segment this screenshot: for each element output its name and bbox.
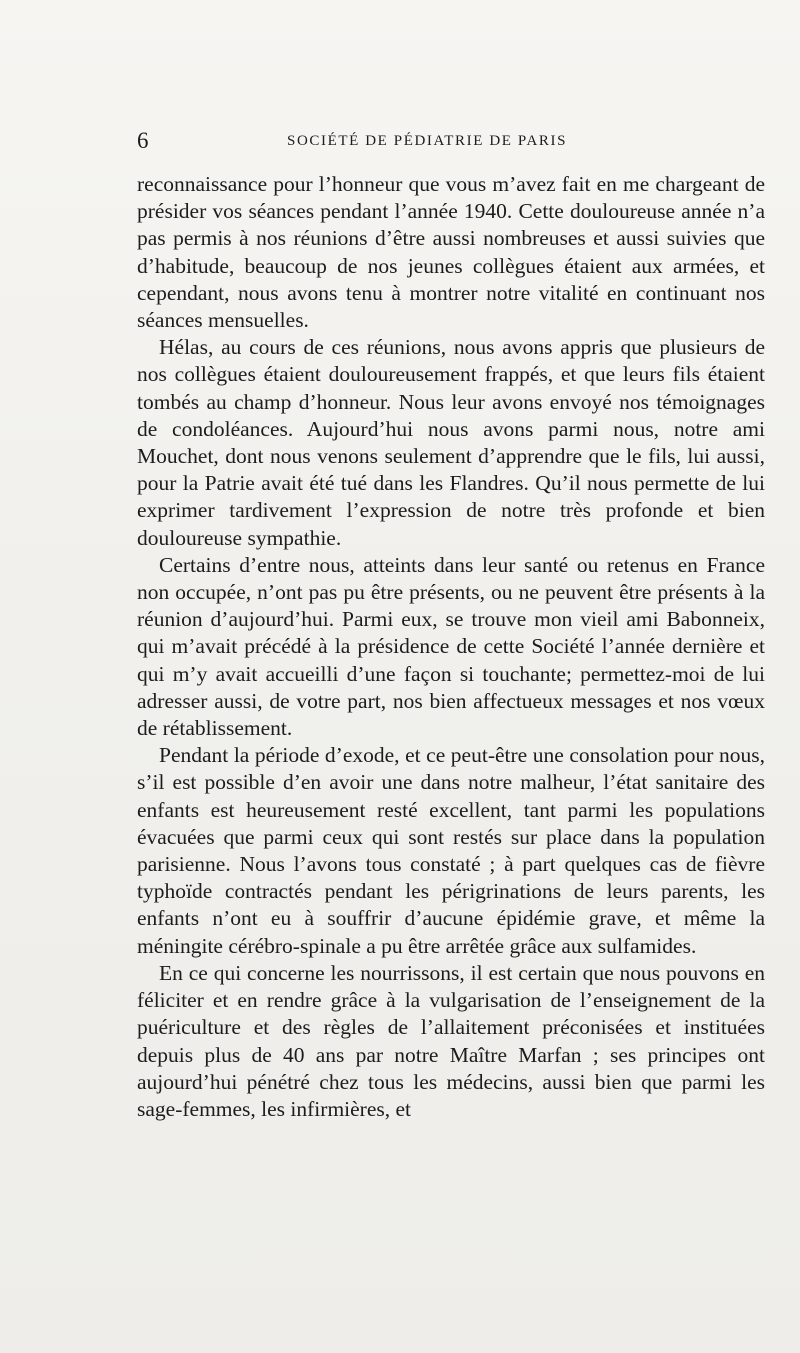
paragraph: Certains d’entre nous, atteints dans leur santé ou retenus en France non occupée, n’ont pas pu être présents, ou ne peuvent être présents à la réunion d’aujourd’hui. Parmi eux, se trouve mon vieil ami Babonneix, qui m’avait précédé à la présidence de cette Société l’année dernière et qui m’y avait accueilli d’une façon si touchante; permettez-moi de lui adresser aussi, de votre part, nos bien affectueux messages et nos vœux de rétablissement. [137,552,765,741]
page-number: 6 [137,128,149,153]
paragraph: Hélas, au cours de ces réunions, nous avons appris que plusieurs de nos collègues étaient douloureusement frappés, et que leurs fils étaient tombés au champ d’honneur. Nous leur avons envoyé nos témoignages de condoléances. Aujourd’hui nous avons parmi nous, notre ami Mouchet, dont nous venons seulement d’apprendre que le fils, lui aussi, pour la Patrie avait été tué dans les Flandres. Qu’il nous permette de lui exprimer tardivement l’expression de notre très profonde et bien douloureuse sympathie. [137,335,765,550]
paragraph: Pendant la période d’exode, et ce peut-être une consolation pour nous, s’il est possible d’en avoir une dans notre malheur, l’état sanitaire des enfants est heureusement resté excellent, tant parmi les populations évacuées que parmi ceux qui sont restés sur place dans la population parisienne. Nous l’avons tous constaté ; à part quelques cas de fièvre typhoïde contractés pendant les périgrinations de leurs parents, les enfants n’ont eu à souffrir d’aucune épidémie grave, et même la méningite cérébro-spinale a pu être arrêtée grâce aux sulfamides. [137,743,765,958]
body-text [137,171,765,1123]
page-header [137,126,767,156]
running-head: SOCIÉTÉ DE PÉDIATRIE DE PARIS [287,133,568,149]
paragraph-continuation: reconnaissance pour l’honneur que vous m’avez fait en me chargeant de présider vos séances pendant l’année 1940. Cette douloureuse année n’a pas permis à nos réunions d’être aussi nombreuses et aussi suivies que d’habitude, beaucoup de nos jeunes collègues étaient aux armées, et cependant, nous avons tenu à montrer notre vitalité en continuant nos séances mensuelles. [137,172,765,333]
paragraph: En ce qui concerne les nourrissons, il est certain que nous pouvons en féliciter et en rendre grâce à la vulgarisation de l’enseignement de la puériculture et des règles de l’allaitement préconisées et instituées depuis plus de 40 ans par notre Maître Marfan ; ses principes ont aujourd’hui pénétré chez tous les médecins, aussi bien que parmi les sage-femmes, les infirmières, et [137,960,765,1121]
